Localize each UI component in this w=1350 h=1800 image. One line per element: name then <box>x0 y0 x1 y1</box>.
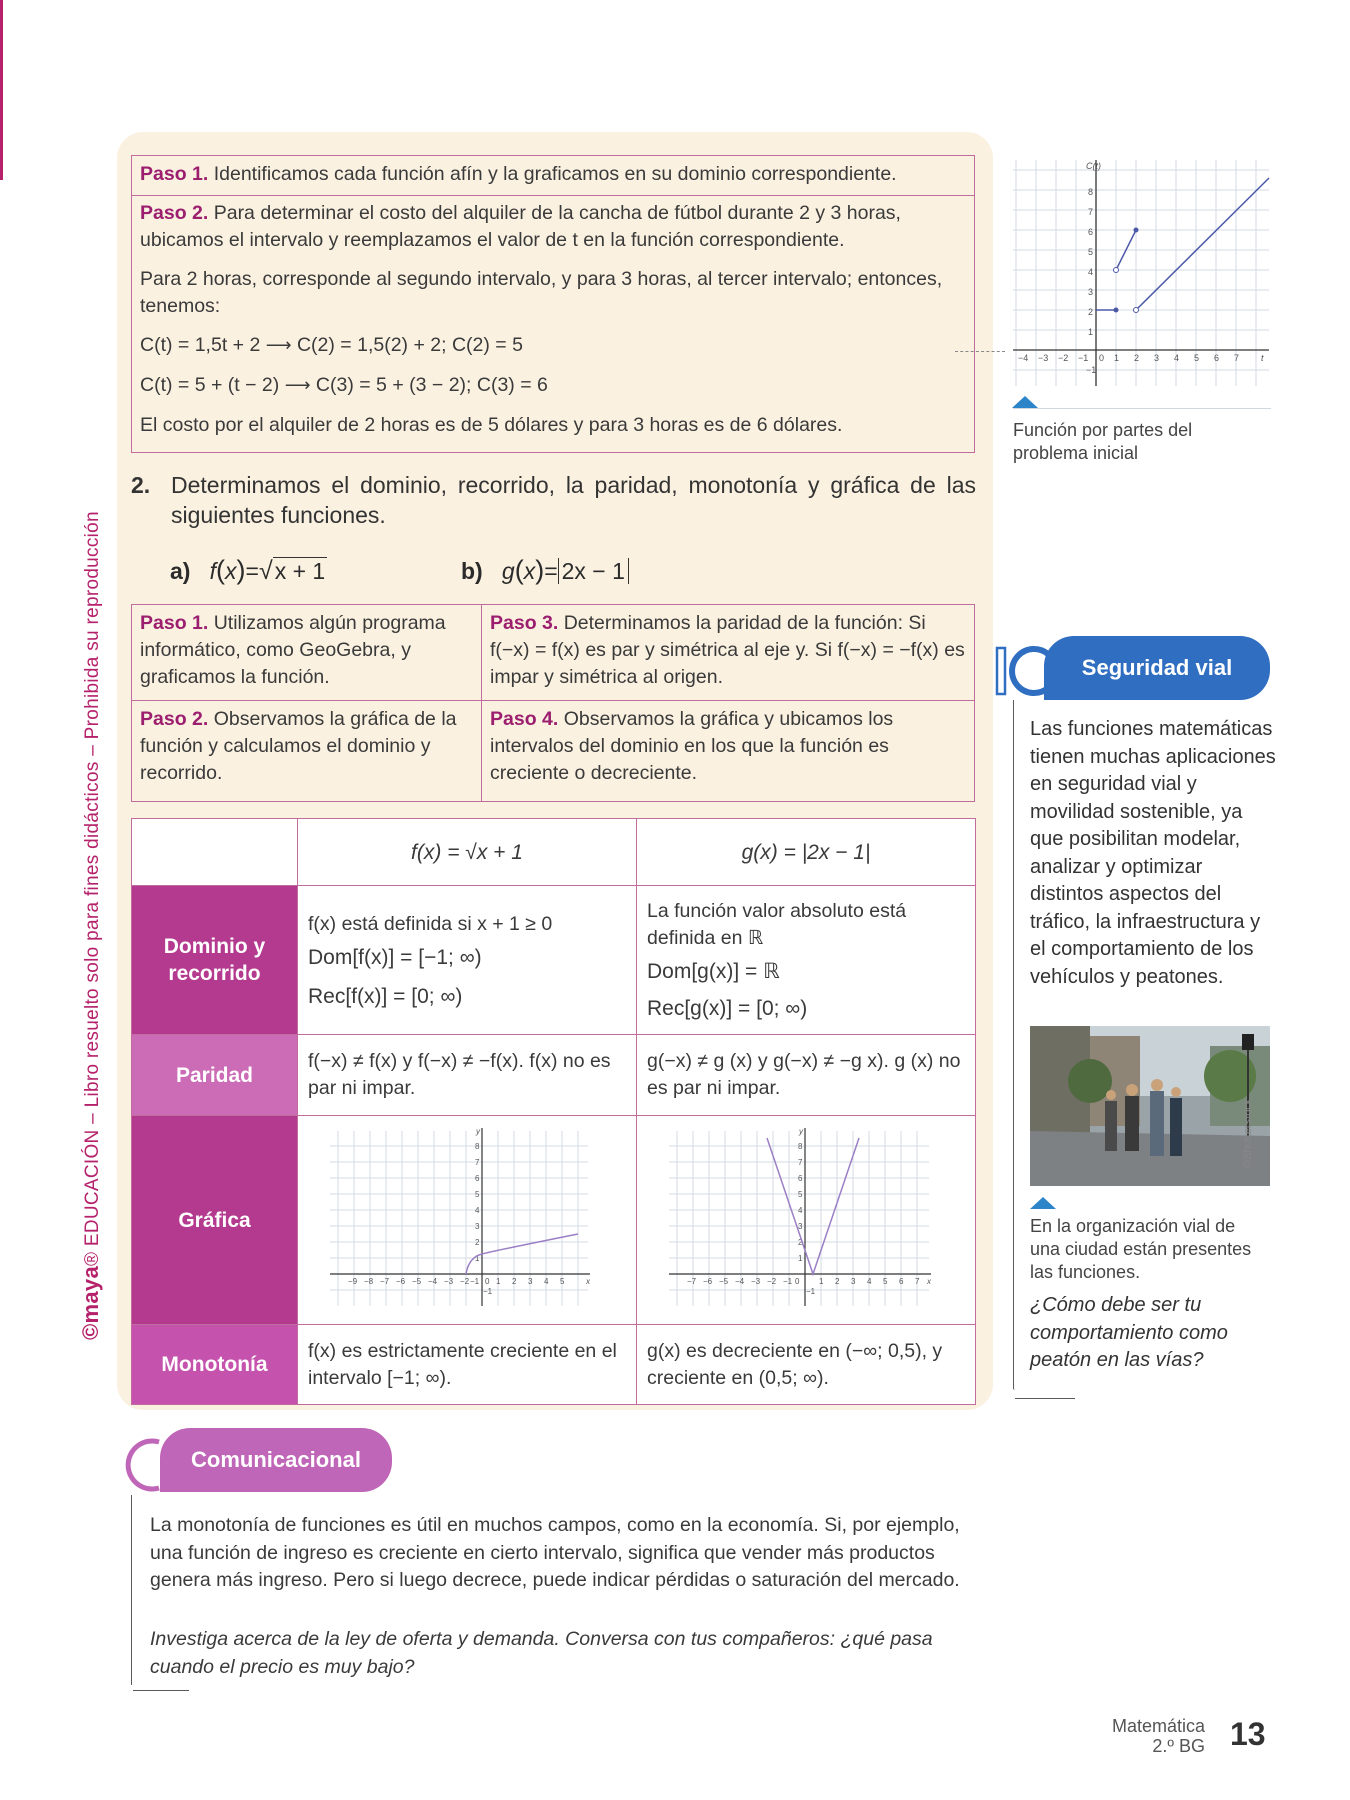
svg-text:5: 5 <box>1194 353 1200 363</box>
svg-text:−4: −4 <box>735 1277 745 1286</box>
svg-text:2: 2 <box>835 1277 840 1286</box>
svg-text:1: 1 <box>1088 327 1094 337</box>
question-text: Determinamos el dominio, recorrido, la paridad, monotonía y gráfica de las siguientes funciones. <box>171 472 976 528</box>
svg-text:1: 1 <box>1114 353 1120 363</box>
axis-y-label: C(t) <box>1086 161 1101 171</box>
svg-text:6: 6 <box>475 1174 480 1183</box>
svg-text:3: 3 <box>1088 287 1094 297</box>
svg-text:5: 5 <box>1088 247 1094 257</box>
svg-text:−1: −1 <box>783 1277 793 1286</box>
step1-text: Identificamos cada función afín y la graficamos en su dominio correspondiente. <box>208 163 897 185</box>
table-header-row <box>132 819 976 886</box>
svg-text:8: 8 <box>475 1142 480 1151</box>
equation-2: C(t) = 5 + (t − 2) ⟶ C(3) = 5 + (3 − 2); C(3) = 6 <box>140 374 548 396</box>
svg-text:3: 3 <box>851 1277 856 1286</box>
svg-text:−1: −1 <box>806 1287 816 1296</box>
svg-text:−1: −1 <box>1078 353 1089 363</box>
table-row <box>132 1035 976 1116</box>
table-row <box>132 1325 976 1405</box>
cell-f-grafica <box>298 1116 637 1325</box>
photo-caption: En la organización vial de una ciudad están presentes las funciones. <box>1030 1216 1252 1282</box>
piecewise-graph <box>1013 158 1273 390</box>
svg-text:−1: −1 <box>470 1277 480 1286</box>
svg-text:7: 7 <box>475 1158 480 1167</box>
svg-text:7: 7 <box>1088 207 1094 217</box>
svg-text:5: 5 <box>560 1277 565 1286</box>
cell-g-grafica <box>637 1116 976 1325</box>
svg-text:4: 4 <box>475 1206 480 1215</box>
seguridad-text: Las funciones matemáticas tienen muchas aplicaciones en seguridad vial y movilidad sostenible, ya que posibilitan modelar, analizar y optimizar distintos aspectos del tráfico, la infraestructura y el comportamiento de los vehículos y peatones. <box>1030 718 1276 988</box>
svg-text:−5: −5 <box>412 1277 422 1286</box>
svg-text:1: 1 <box>798 1254 803 1263</box>
svg-text:3: 3 <box>475 1222 480 1231</box>
seguridad-question: ¿Cómo debe ser tu comportamiento como peatón en las vías? <box>1030 1294 1228 1371</box>
svg-text:6: 6 <box>1214 353 1220 363</box>
step1-label: Paso 1. <box>140 163 209 185</box>
svg-text:4: 4 <box>544 1277 549 1286</box>
svg-text:6: 6 <box>798 1174 803 1183</box>
step2-text: Para determinar el costo del alquiler de la cancha de fútbol durante 2 y 3 horas, ubicamos el intervalo y reemplazamos el valor de t en la función correspondiente. <box>140 202 901 251</box>
svg-text:0: 0 <box>485 1277 490 1286</box>
grid-step3: Paso 3. Determinamos la paridad de la función: Si f(−x) = f(x) es par y simétrica al eje y. Si f(−x) = −f(x) es impar y simétrica al origen. <box>481 604 975 701</box>
seguridad-side-rule <box>1013 700 1015 1390</box>
svg-text:−1: −1 <box>1086 365 1097 375</box>
row-header-monotonia: Monotonía <box>132 1325 298 1405</box>
svg-text:1: 1 <box>475 1254 480 1263</box>
step2-label: Paso 2. <box>140 202 209 224</box>
svg-text:y: y <box>476 1127 480 1136</box>
svg-text:−6: −6 <box>703 1277 713 1286</box>
open-point <box>1134 308 1139 313</box>
cell-f-paridad: f(−x) ≠ f(x) y f(−x) ≠ −f(x). f(x) no es par ni impar. <box>298 1035 637 1116</box>
step2-conclusion: El costo por el alquiler de 2 horas es de 5 dólares y para 3 horas es de 6 dólares. <box>140 414 843 436</box>
triangle-marker-icon <box>1030 1197 1056 1209</box>
grid-step4: Paso 4. Observamos la gráfica y ubicamos los intervalos del dominio en los que la función es creciente o decreciente. <box>481 700 975 802</box>
svg-text:x: x <box>586 1277 590 1286</box>
svg-text:4: 4 <box>1174 353 1180 363</box>
equation-1: C(t) = 1,5t + 2 ⟶ C(2) = 1,5(2) + 2; C(2) = 5 <box>140 334 523 356</box>
arrow-right-icon: ⟶ <box>265 335 292 355</box>
svg-text:1: 1 <box>496 1277 501 1286</box>
svg-text:−7: −7 <box>687 1277 697 1286</box>
svg-text:8: 8 <box>1088 187 1094 197</box>
closed-point <box>1134 228 1139 233</box>
svg-text:3: 3 <box>798 1222 803 1231</box>
brand-logo-text: ©maya <box>78 1266 103 1340</box>
function-a: a) f(x)=√x + 1 <box>170 555 326 585</box>
svg-text:7: 7 <box>915 1277 920 1286</box>
grid-step1: Paso 1. Utilizamos algún programa informático, como GeoGebra, y graficamos la función. <box>131 604 482 701</box>
svg-text:−2: −2 <box>460 1277 470 1286</box>
svg-text:8: 8 <box>798 1142 803 1151</box>
sqrt-icon: √ <box>258 557 273 585</box>
svg-text:−5: −5 <box>719 1277 729 1286</box>
comunicacional-bottom-rule <box>133 1690 189 1691</box>
comunicacional-side-rule <box>131 1495 133 1685</box>
svg-text:0: 0 <box>1099 353 1105 363</box>
svg-text:4: 4 <box>1088 267 1094 277</box>
footer-grade: 2.º BG <box>1152 1736 1205 1756</box>
tick-x: −4 <box>1018 353 1029 363</box>
closed-point <box>1114 308 1119 313</box>
svg-text:7: 7 <box>1234 353 1240 363</box>
graph-caption: Función por partes del problema inicial <box>1013 420 1193 463</box>
dashed-connector <box>955 351 1005 352</box>
photo-credit: ©Shutterstock <box>1242 1098 1254 1168</box>
svg-text:2: 2 <box>512 1277 517 1286</box>
cell-f-monotonia: f(x) es estrictamente creciente en el intervalo [−1; ∞). <box>298 1325 637 1405</box>
table-row <box>132 1116 976 1325</box>
copyright-vertical-label <box>78 440 104 1340</box>
svg-text:3: 3 <box>528 1277 533 1286</box>
cell-g-paridad: g(−x) ≠ g (x) y g(−x) ≠ −g x). g (x) no es par ni impar. <box>637 1035 976 1116</box>
svg-text:3: 3 <box>1154 353 1160 363</box>
svg-text:5: 5 <box>798 1190 803 1199</box>
row-header-paridad: Paridad <box>132 1035 298 1116</box>
copyright-text: ® EDUCACIÓN – Libro resuelto solo para fines didácticos – Prohibida su reproducción <box>82 511 103 1267</box>
grid-step2: Paso 2. Observamos la gráfica de la función y calculamos el dominio y recorrido. <box>131 700 482 802</box>
svg-text:6: 6 <box>899 1277 904 1286</box>
comunicacional-task: Investiga acerca de la ley de oferta y demanda. Conversa con tus compañeros: ¿qué pasa cuando el precio es muy bajo? <box>150 1628 933 1678</box>
row-header-dominio: Dominio y recorrido <box>132 886 298 1035</box>
svg-text:x: x <box>927 1277 931 1286</box>
table-row <box>132 886 976 1035</box>
function-b: b) g(x)= 2x − 1 <box>461 555 629 586</box>
open-point <box>1114 268 1119 273</box>
svg-text:6: 6 <box>1088 227 1094 237</box>
graph-g <box>637 1116 974 1316</box>
seguridad-bottom-rule <box>1015 1398 1075 1399</box>
svg-text:−6: −6 <box>396 1277 406 1286</box>
svg-text:7: 7 <box>798 1158 803 1167</box>
svg-text:−2: −2 <box>1058 353 1069 363</box>
analysis-table <box>131 818 976 1405</box>
page-number: 13 <box>1230 1716 1266 1752</box>
svg-text:−1: −1 <box>483 1287 493 1296</box>
comunicacional-text: La monotonía de funciones es útil en muchos campos, como en la economía. Si, por ejemplo, una función de ingreso es creciente en cierto intervalo, significa que vender más productos genera más ingreso. Pero si luego decrece, puede indicar pérdidas o saturación del mercado. <box>150 1514 960 1591</box>
cell-g-dominio: La función valor absoluto está definida en ℝ Dom[g(x)] = ℝ Rec[g(x)] = [0; ∞) <box>637 886 976 1035</box>
svg-text:1: 1 <box>819 1277 824 1286</box>
triangle-marker-icon <box>1012 396 1038 408</box>
left-edge-bar <box>0 0 3 180</box>
svg-text:−8: −8 <box>364 1277 374 1286</box>
svg-text:5: 5 <box>475 1190 480 1199</box>
cell-f-dominio: f(x) está definida si x + 1 ≥ 0 Dom[f(x)] = [−1; ∞) Rec[f(x)] = [0; ∞) <box>298 886 637 1035</box>
footer-subject: Matemática <box>1111 1716 1205 1736</box>
svg-text:2: 2 <box>1134 353 1140 363</box>
svg-text:−7: −7 <box>380 1277 390 1286</box>
graph-f <box>298 1116 635 1316</box>
step1-box <box>131 155 975 196</box>
svg-text:4: 4 <box>798 1206 803 1215</box>
svg-text:0: 0 <box>795 1277 800 1286</box>
svg-text:−3: −3 <box>1038 353 1049 363</box>
cell-g-monotonia: g(x) es decreciente en (−∞; 0,5), y creciente en (0,5; ∞). <box>637 1325 976 1405</box>
step2-paragraph: Para 2 horas, corresponde al segundo intervalo, y para 3 horas, al tercer intervalo; entonces, tenemos: <box>140 268 943 317</box>
svg-text:−2: −2 <box>767 1277 777 1286</box>
sqrt-curve <box>466 1234 578 1274</box>
svg-text:2: 2 <box>475 1238 480 1247</box>
footer-subject-block <box>1060 1716 1205 1756</box>
svg-text:4: 4 <box>867 1277 872 1286</box>
axis-x-label: t <box>1261 353 1264 363</box>
svg-text:−3: −3 <box>751 1277 761 1286</box>
svg-text:2: 2 <box>1088 307 1094 317</box>
svg-text:−3: −3 <box>444 1277 454 1286</box>
abs-curve <box>767 1138 859 1274</box>
seguridad-vial-header: Seguridad vial <box>1044 636 1270 700</box>
svg-text:−9: −9 <box>348 1277 358 1286</box>
svg-text:5: 5 <box>883 1277 888 1286</box>
street-photo <box>1030 1026 1270 1186</box>
row-header-grafica: Gráfica <box>132 1116 298 1325</box>
col-header-g: g(x) = |2x − 1| <box>637 819 976 886</box>
arrow-right-icon: ⟶ <box>284 375 311 395</box>
caption-divider <box>1013 408 1271 409</box>
svg-text:−4: −4 <box>428 1277 438 1286</box>
col-header-f: f(x) = √x + 1 <box>298 819 637 886</box>
question-number: 2. <box>131 472 151 498</box>
svg-text:y: y <box>799 1127 803 1136</box>
step2-box <box>131 195 975 453</box>
comunicacional-header: Comunicacional <box>160 1428 392 1492</box>
svg-text:2: 2 <box>798 1238 803 1247</box>
